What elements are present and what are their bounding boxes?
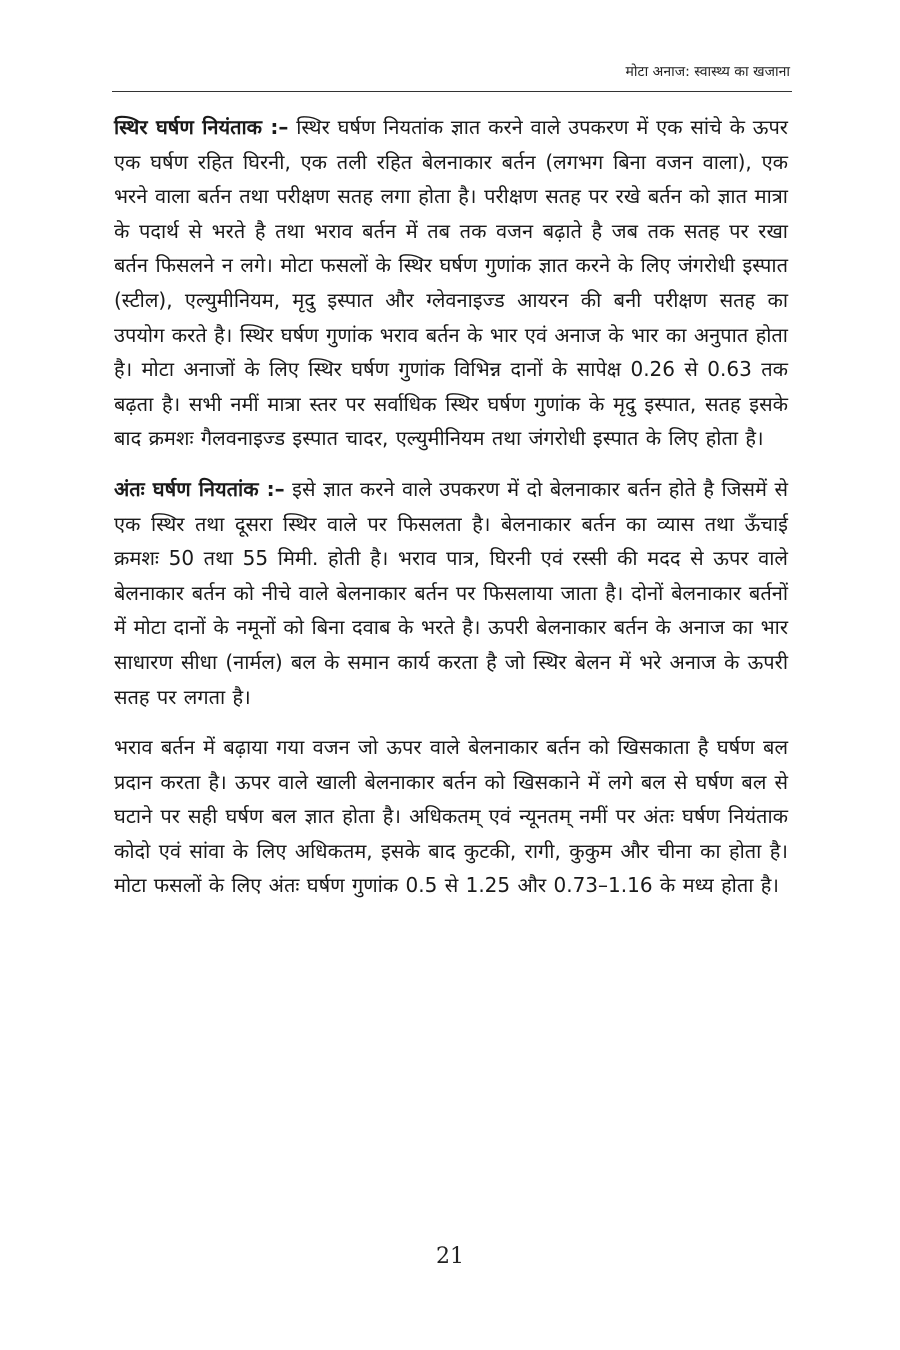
paragraph-heading: स्थिर घर्षण नियंताक :– bbox=[114, 115, 289, 139]
paragraph-text: भराव बर्तन में बढ़ाया गया वजन जो ऊपर वाले बेलनाकार बर्तन को खिसकाता है घर्षण बल प्रदान करता है। ऊपर वाले खाली बेलनाकार बर्तन को खिसकाने में लगे बल से घर्षण बल से घटाने पर सही घर्षण बल ज्ञात होता है। अधिकतम् एवं न्यूनतम् नमीं पर अंतः घर्षण नियंताक कोदो एवं सांवा के लिए अधिकतम, इसके बाद कुटकी, रागी, कुकुम और चीना का होता है। मोटा फसलों के लिए अंतः घर्षण गुणांक 0.5 से 1.25 और 0.73–1.16 के मध्य होता है। bbox=[114, 735, 788, 898]
page-number: 21 bbox=[436, 1244, 464, 1269]
paragraph-text: स्थिर घर्षण नियतांक ज्ञात करने वाले उपकरण में एक सांचे के ऊपर एक घर्षण रहित घिरनी, एक तली रहित बेलनाकार बर्तन (लगभग बिना वजन वाला), एक भरने वाला बर्तन तथा परीक्षण सतह लगा होता है। परीक्षण सतह पर रखे बर्तन को ज्ञात मात्रा के पदार्थ से भरते है तथा भराव बर्तन में तब तक वजन बढ़ाते है जब तक सतह पर रखा बर्तन फिसलने न लगे। मोटा फसलों के स्थिर घर्षण गुणांक ज्ञात करने के लिए जंगरोधी इस्पात (स्टील), एल्युमीनियम, मृदु इस्पात और ग्लेवनाइज्ड आयरन की बनी परीक्षण सतह का उपयोग करते है। स्थिर घर्षण गुणांक भराव बर्तन के भार एवं अनाज के भार का अनुपात होता है। मोटा अनाजों के लिए स्थिर घर्षण गुणांक विभिन्न दानों के सापेक्ष 0.26 से 0.63 तक बढ़ता है। सभी नमीं मात्रा स्तर पर सर्वाधिक स्थिर घर्षण गुणांक के मृदु इस्पात, सतह इसके बाद क्रमशः गैलवनाइज्ड इस्पात चादर, एल्युमीनियम तथा जंगरोधी इस्पात के लिए होता है। bbox=[114, 115, 788, 451]
paragraph-heading: अंतः घर्षण नियतांक :– bbox=[114, 476, 285, 501]
paragraph-internal-friction bbox=[114, 472, 788, 714]
paragraph-friction-force bbox=[114, 730, 788, 903]
paragraph-text: इसे ज्ञात करने वाले उपकरण में दो बेलनाकार बर्तन होते है जिसमें से एक स्थिर तथा दूसरा स्थिर वाले पर फिसलता है। बेलनाकार बर्तन का व्यास तथा ऊँचाई क्रमशः 50 तथा 55 मिमी. होती है। भराव पात्र, घिरनी एवं रस्सी की मदद से ऊपर वाले बेलनाकार बर्तन को नीचे वाले बेलनाकार बर्तन पर फिसलाया जाता है। दोनों बेलनाकार बर्तनों में मोटा दानों के नमूनों को बिना दवाब के भरते है। ऊपरी बेलनाकार बर्तन के अनाज का भार साधारण सीधा (नार्मल) बल के समान कार्य करता है जो स्थिर बेलन में भरे अनाज के ऊपरी सतह पर लगता है। bbox=[114, 476, 788, 709]
paragraph-static-friction bbox=[114, 110, 788, 456]
page-body bbox=[114, 110, 788, 919]
header-divider bbox=[112, 91, 792, 92]
running-header: मोटा अनाज: स्वास्थ्य का खजाना bbox=[625, 64, 790, 80]
